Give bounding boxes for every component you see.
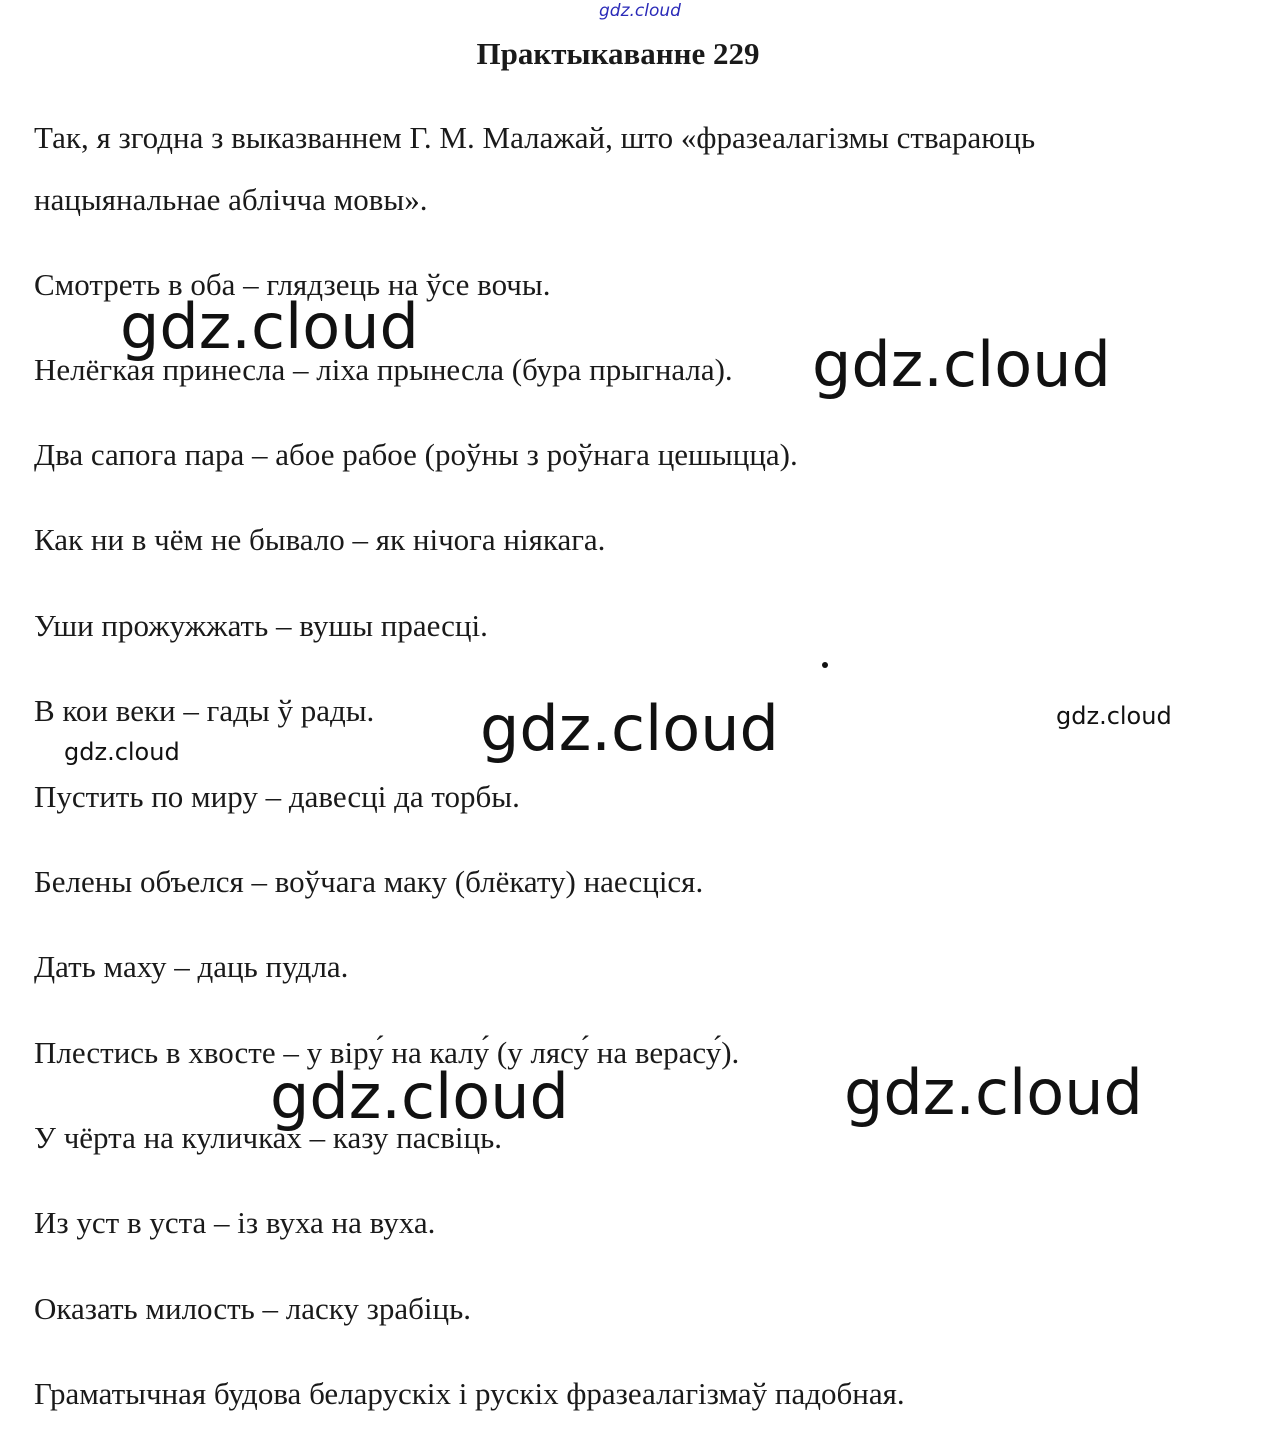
intro-line-2: нацыянальнае аблічча мовы».: [34, 182, 428, 217]
watermark: gdz.cloud: [844, 1056, 1143, 1129]
phrase-pair: Как ни в чём не бывало – як нічога ніякага.: [34, 522, 606, 557]
source-link[interactable]: gdz.cloud: [599, 1, 681, 21]
phrase-pair: Смотреть в оба – глядзець на ўсе вочы.: [34, 267, 551, 302]
watermark: gdz.cloud: [270, 1060, 569, 1133]
stray-dot: [822, 662, 828, 668]
phrase-pair: Пустить по миру – давесці да торбы.: [34, 779, 520, 814]
phrase-pair: Нелёгкая принесла – ліха прынесла (бура прыгнала).: [34, 352, 733, 387]
page-title: Практыкаванне 229: [476, 36, 760, 71]
watermark: gdz.cloud: [120, 290, 419, 363]
phrase-pair: Белены объелся – воўчага маку (блёкату) наесціся.: [34, 864, 704, 899]
phrase-pair: В кои веки – гады ў рады.: [34, 693, 375, 728]
intro-line-1: Так, я згодна з выказваннем Г. М. Малажай, што «фразеалагізмы ствараюць: [34, 120, 1036, 155]
phrase-pair: У чёрта на куличках – казу пасвіць.: [34, 1120, 502, 1155]
watermark: gdz.cloud: [64, 738, 180, 766]
phrase-pair: Плестись в хвосте – у віру́ на калу́ (у лясу́ на верасу́).: [34, 1035, 740, 1070]
watermark: gdz.cloud: [1056, 702, 1172, 730]
phrase-pair: Уши прожужжать – вушы праесці.: [34, 608, 488, 643]
watermark: gdz.cloud: [812, 328, 1111, 401]
phrase-pair: Оказать милость – ласку зрабіць.: [34, 1291, 471, 1326]
phrase-pair: Дать маху – даць пудла.: [34, 949, 349, 984]
phrase-pair: Два сапога пара – абое рабое (роўны з роўнага цешыцца).: [34, 437, 798, 472]
watermark: gdz.cloud: [480, 692, 779, 765]
conclusion: Граматычная будова беларускіх і рускіх фразеалагізмаў падобная.: [34, 1376, 905, 1411]
phrase-pair: Из уст в уста – із вуха на вуха.: [34, 1205, 436, 1240]
